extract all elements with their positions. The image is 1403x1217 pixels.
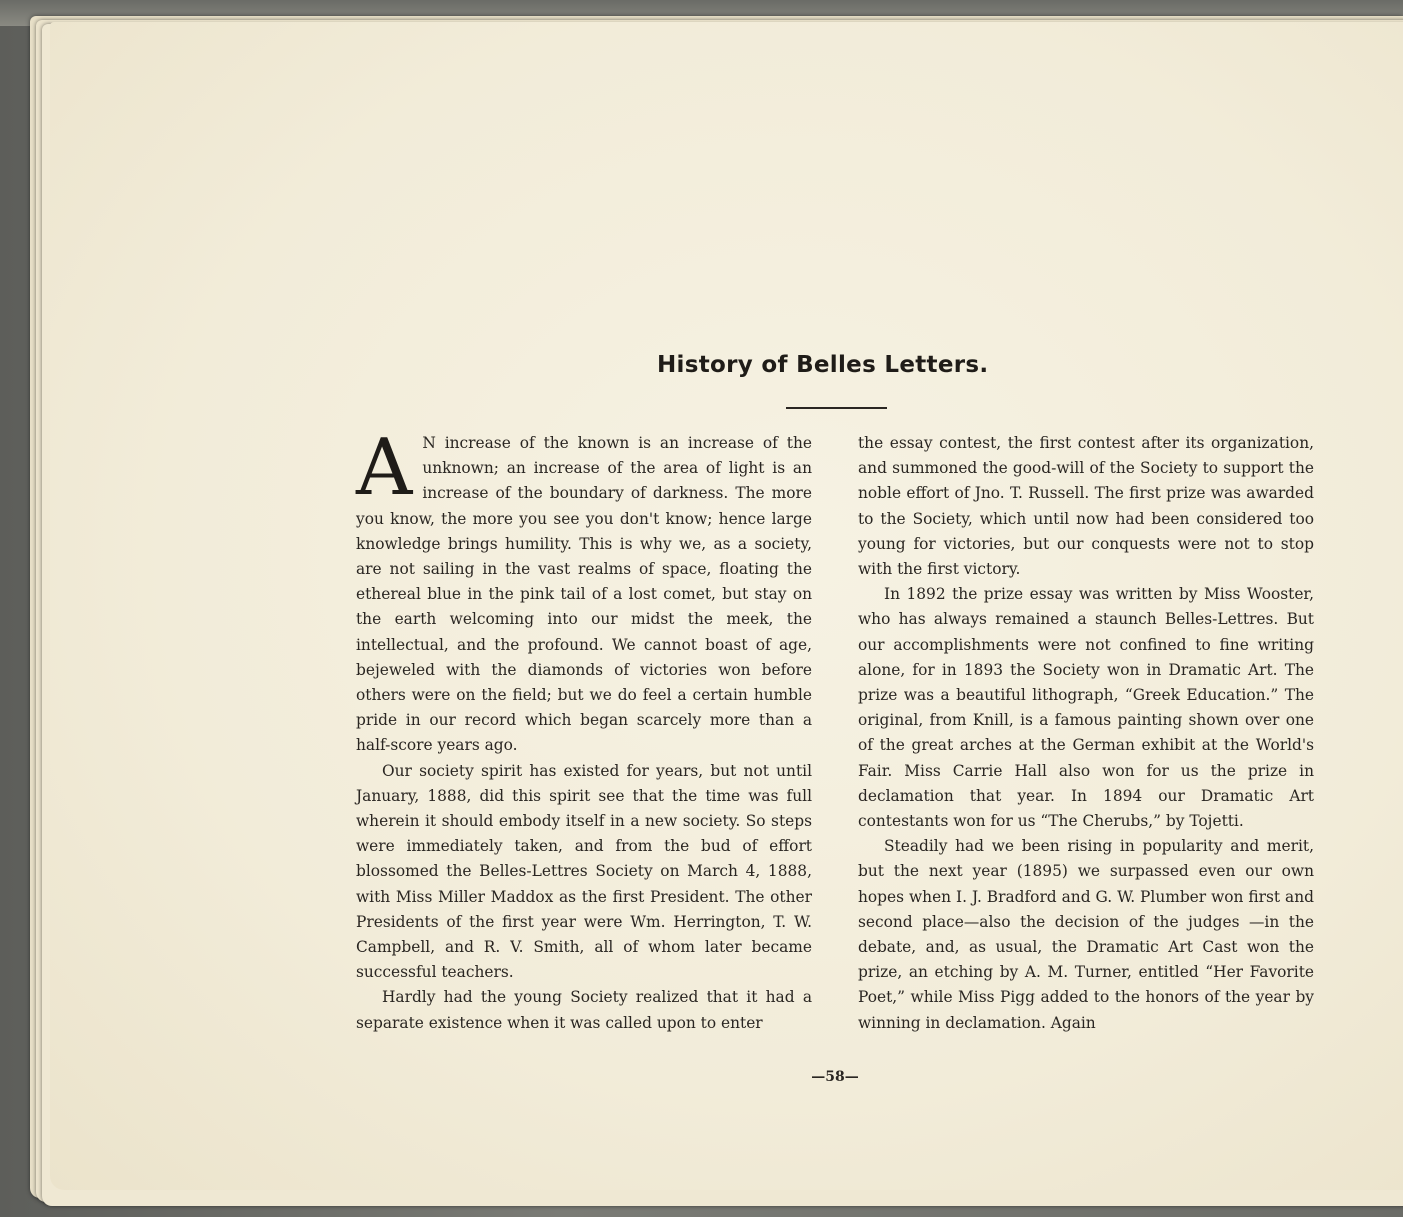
right-column xyxy=(858,431,1314,1036)
page-title: History of Belles Letters. xyxy=(657,352,989,378)
title-rule-divider xyxy=(786,407,887,409)
left-column xyxy=(356,423,812,1036)
paragraph-text: N increase of the known is an increase of the unknown; an increase of the area of light is an increase of the boundary of darkness. The more you know, the more you see you don't know; hence large knowledge brings humility. This is why we, as a society, are not sailing in the vast realms of space, floating the ethereal blue in the pink tail of a lost comet, but stay on the earth welcoming into our midst the meek, the intellectual, and the profound. We cannot boast of age, bejeweled with the diamonds of victories won before others were on the field; but we do feel a certain humble pride in our record which began scarcely more than a half-score years ago. xyxy=(356,434,812,755)
paragraph: Our society spirit has existed for years, but not until January, 1888, did this spirit see that the time was full wherein it should embody itself in a new society. So steps were immediately taken, and from the bud of effort blossomed the Belles-Lettres Society on March 4, 1888, with Miss Miller Maddox as the first President. The other Presidents of the first year were Wm. Herrington, T. W. Campbell, and R. V. Smith, all of whom later became successful teachers. xyxy=(356,761,812,982)
drop-cap: A xyxy=(356,423,413,513)
paragraph: Steadily had we been rising in popularity and merit, but the next year (1895) we surpassed even our own hopes when I. J. Bradford and G. W. Plumber won first and second place—also the decision of the judges —in the debate, and, as usual, the Dramatic Art Cast won the prize, an etching by A. M. Turner, entitled “Her Favorite Poet,” while Miss Pigg added to the honors of the year by winning in declamation. Again xyxy=(858,837,1314,1032)
paragraph: the essay contest, the first contest after its organization, and summoned the good-will of the Society to support the noble effort of Jno. T. Russell. The first prize was awarded to the Society, which until now had been considered too young for victories, but our conquests were not to stop with the first victory. xyxy=(858,434,1314,579)
page-number: —58— xyxy=(811,1069,859,1085)
paragraph: In 1892 the prize essay was written by Miss Wooster, who has always remained a staunch Belles-Lettres. But our accomplishments were not confined to fine writing alone, for in 1893 the Society won in Dramatic Art. The prize was a beautiful lithograph, “Greek Education.” The original, from Knill, is a famous painting shown over one of the great arches at the German exhibit at the World's Fair. Miss Carrie Hall also won for us the prize in declamation that year. In 1894 our Dramatic Art contestants won for us “The Cherubs,” by Tojetti. xyxy=(858,585,1314,831)
paragraph: Hardly had the young Society realized that it had a separate existence when it was called upon to enter xyxy=(356,988,812,1032)
paragraph xyxy=(356,423,812,759)
